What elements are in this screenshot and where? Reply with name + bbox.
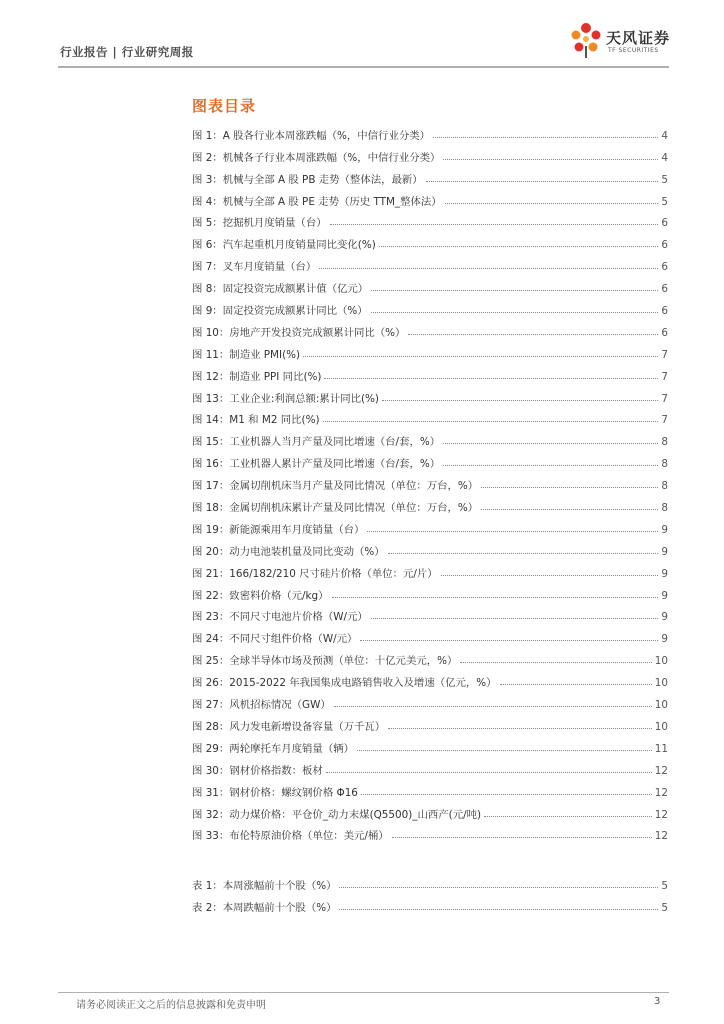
flower-logo-icon [568,20,604,60]
toc-entry[interactable] [192,448,668,470]
toc-entry[interactable] [192,142,668,164]
toc-entry[interactable] [192,799,668,821]
toc-entry[interactable] [192,514,668,536]
toc-entry[interactable] [192,645,668,667]
toc-entry-page[interactable]: 9 [661,567,668,580]
footer-disclaimer: 请务必阅读正文之后的信息披露和免责申明 [76,1000,266,1011]
toc-entry-label[interactable]: 图 3：机械与全部 A 股 PB 走势（整体法，最新） [192,173,423,186]
toc-entry[interactable] [192,120,668,142]
toc-dot-leader [371,289,658,291]
toc-entry-page[interactable]: 9 [661,523,668,536]
toc-entry-page[interactable]: 10 [654,677,668,690]
toc-entry-page[interactable]: 6 [661,239,668,252]
header-divider [58,66,669,68]
toc-entry-page[interactable]: 9 [661,589,668,602]
toc-dot-leader [367,530,658,532]
toc-entry-page[interactable]: 12 [654,764,668,777]
toc-entry[interactable] [192,870,668,892]
toc-entry[interactable] [192,689,668,711]
toc-entry-page[interactable]: 6 [661,217,668,230]
toc-entry-label[interactable]: 图 24：不同尺寸组件价格（W/元） [192,633,358,646]
toc-entry-label[interactable]: 图 20：动力电池装机量及同比变动（%） [192,545,385,558]
toc-entry-label[interactable]: 图 9：固定投资完成额累计同比（%） [192,305,368,318]
toc-entry[interactable] [192,251,668,273]
toc-dot-leader [332,596,659,598]
toc-dot-leader [392,836,652,838]
logo-english-text: TF SECURITIES [608,47,659,54]
toc-entry-label[interactable]: 图 16：工业机器人累计产量及同比增速（台/套，%） [192,458,441,471]
toc-entry-page[interactable]: 6 [661,305,668,318]
toc-entry-label[interactable]: 图 4：机械与全部 A 股 PE 走势（历史 TTM_整体法） [192,195,442,208]
logo-chinese-text: 天风证券 [606,29,671,47]
toc-dot-leader [445,202,659,204]
toc-dot-leader [323,420,659,422]
toc-entry-page[interactable]: 9 [661,611,668,624]
toc-dot-leader [388,552,659,554]
toc-entry-label[interactable]: 图 33：布伦特原油价格（单位：美元/桶） [192,830,389,843]
toc-entry-label[interactable]: 图 23：不同尺寸电池片价格（W/元） [192,611,368,624]
toc-dot-leader [443,442,658,444]
toc-dot-leader [330,223,659,225]
report-section-label: 行业报告 | 行业研究周报 [60,45,194,59]
toc-entry[interactable] [192,361,668,383]
toc-dot-leader [371,311,659,313]
toc-entry[interactable] [192,405,668,427]
toc-entry-label[interactable]: 图 2：机械各子行业本周涨跌幅（%，中信行业分类） [192,151,441,164]
toc-entry-page[interactable]: 8 [661,458,668,471]
toc-entry-label[interactable]: 图 10：房地产开发投资完成额累计同比（%） [192,326,406,339]
toc-entry-label[interactable]: 表 1：本周涨幅前十个股（%） [192,879,337,892]
toc-entry-page[interactable]: 6 [661,261,668,274]
toc-entry[interactable] [192,733,668,755]
toc-entry[interactable] [192,777,668,799]
toc-entry-label[interactable]: 图 22：致密料价格（元/kg） [192,589,329,602]
toc-dot-leader [357,749,652,751]
toc-dot-leader [339,908,658,910]
figure-list [192,120,668,842]
toc-dot-leader [388,727,652,729]
toc-entry[interactable] [192,492,668,514]
toc-dot-leader [382,399,658,401]
toc-entry-page[interactable]: 8 [661,502,668,515]
toc-entry-label[interactable]: 图 31：钢材价格：螺纹钢价格 Φ16 [192,786,358,799]
toc-dot-leader [443,158,658,160]
toc-entry-page[interactable]: 9 [661,545,668,558]
toc-dot-leader [481,486,658,488]
page-number: 3 [654,996,661,1007]
toc-entry-label[interactable]: 图 19：新能源乘用车月度销量（台） [192,523,365,536]
toc-entry[interactable] [192,273,668,295]
toc-entry-label[interactable]: 图 1：A 股各行业本周涨跌幅（%，中信行业分类） [192,129,431,142]
toc-entry-page[interactable]: 7 [661,348,668,361]
toc-entry-label[interactable]: 图 21：166/182/210 尺寸硅片价格（单位：元/片） [192,567,438,580]
toc-entry[interactable] [192,602,668,624]
toc-dot-leader [360,639,658,641]
toc-entry-page[interactable]: 5 [661,901,668,914]
toc-dot-leader [339,886,658,888]
toc-entry-page[interactable]: 4 [661,151,668,164]
toc-entry-page[interactable]: 12 [654,786,668,799]
toc-entry-page[interactable]: 6 [661,326,668,339]
toc-dot-leader [426,180,659,182]
toc-dot-leader [441,574,659,576]
toc-entry-page[interactable]: 12 [654,830,668,843]
company-logo [568,20,678,60]
table-list [192,870,668,914]
toc-entry-page[interactable]: 6 [661,283,668,296]
toc-dot-leader [379,245,659,247]
toc-dot-leader [371,617,659,619]
toc-entry-label[interactable]: 图 7：叉车月度销量（台） [192,261,317,274]
toc-entry-label[interactable]: 图 25：全球半导体市场及预测（单位：十亿元美元，%） [192,655,458,668]
toc-dot-leader [324,377,658,379]
toc-entry[interactable] [192,580,668,602]
toc-entry[interactable] [192,558,668,580]
toc-entry-label[interactable]: 图 15：工业机器人当月产量及同比增速（台/套，%） [192,436,441,449]
toc-entry-label[interactable]: 图 28：风力发电新增设备容量（万千瓦） [192,720,386,733]
toc-dot-leader [433,136,658,138]
toc-entry[interactable] [192,821,668,843]
toc-entry-page[interactable]: 5 [661,195,668,208]
toc-entry-label[interactable]: 图 5：挖掘机月度销量（台） [192,217,327,230]
toc-entry-page[interactable]: 10 [654,655,668,668]
toc-entry-label[interactable]: 图 14：M1 和 M2 同比(%) [192,414,320,427]
toc-entry-label[interactable]: 图 12：制造业 PPI 同比(%) [192,370,322,383]
toc-entry-page[interactable]: 7 [661,370,668,383]
toc-entry-label[interactable]: 图 30：钢材价格指数：板材 [192,764,323,777]
toc-dot-leader [361,793,652,795]
toc-entry[interactable] [192,426,668,448]
toc-entry[interactable] [192,164,668,186]
toc-dot-leader [408,333,658,335]
toc-entry[interactable] [192,470,668,492]
toc-entry-page[interactable]: 11 [654,742,668,755]
toc-entry[interactable] [192,383,668,405]
toc-entry[interactable] [192,317,668,339]
toc-entry[interactable] [192,623,668,645]
toc-entry-label[interactable]: 表 2：本周跌幅前十个股（%） [192,901,337,914]
toc-entry-label[interactable]: 图 13：工业企业:利润总额:累计同比(%) [192,392,379,405]
page-header [0,0,724,68]
toc-entry-page[interactable]: 9 [661,633,668,646]
toc-entry-page[interactable]: 8 [661,480,668,493]
toc-dot-leader [326,771,652,773]
toc-entry[interactable] [192,667,668,689]
toc-entry-label[interactable]: 图 17：金属切削机床当月产量及同比情况（单位：万台，%） [192,480,479,493]
toc-title: 图表目录 [192,97,257,115]
toc-entry-page[interactable]: 8 [661,436,668,449]
toc-entry-label[interactable]: 图 8：固定投资完成额累计值（亿元） [192,283,369,296]
toc-dot-leader [319,267,658,269]
toc-entry-page[interactable]: 4 [661,129,668,142]
toc-entry-label[interactable]: 图 6：汽车起重机月度销量同比变化(%) [192,239,376,252]
toc-entry-page[interactable]: 7 [661,392,668,405]
toc-entry-page[interactable]: 12 [654,808,668,821]
toc-entry[interactable] [192,295,668,317]
toc-entry[interactable] [192,892,668,914]
toc-entry[interactable] [192,208,668,230]
toc-dot-leader [460,661,651,663]
toc-entry[interactable] [192,536,668,558]
toc-dot-leader [443,464,658,466]
toc-dot-leader [484,815,652,817]
toc-entry-label[interactable]: 图 11：制造业 PMI(%) [192,348,301,361]
toc-entry[interactable] [192,711,668,733]
toc-entry[interactable] [192,339,668,361]
footer-divider [58,992,669,993]
toc-entry[interactable] [192,755,668,777]
toc-entry-page[interactable]: 10 [654,720,668,733]
toc-entry-page[interactable]: 7 [661,414,668,427]
toc-entry-page[interactable]: 10 [654,699,668,712]
toc-entry-page[interactable]: 5 [661,173,668,186]
toc-dot-leader [481,508,658,510]
toc-entry-label[interactable]: 图 27：风机招标情况（GW） [192,699,331,712]
toc-entry-label[interactable]: 图 32：动力煤价格：平仓价_动力末煤(Q5500)_山西产(元/吨) [192,808,482,821]
toc-entry-label[interactable]: 图 29：两轮摩托车月度销量（辆） [192,742,354,755]
toc-dot-leader [500,683,652,685]
toc-entry-label[interactable]: 图 18：金属切削机床累计产量及同比情况（单位：万台，%） [192,502,479,515]
toc-entry-label[interactable]: 图 26：2015-2022 年我国集成电路销售收入及增速（亿元，%） [192,677,497,690]
toc-dot-leader [334,705,652,707]
toc-entry-page[interactable]: 5 [661,879,668,892]
toc-dot-leader [303,355,658,357]
toc-entry[interactable] [192,229,668,251]
toc-entry[interactable] [192,186,668,208]
